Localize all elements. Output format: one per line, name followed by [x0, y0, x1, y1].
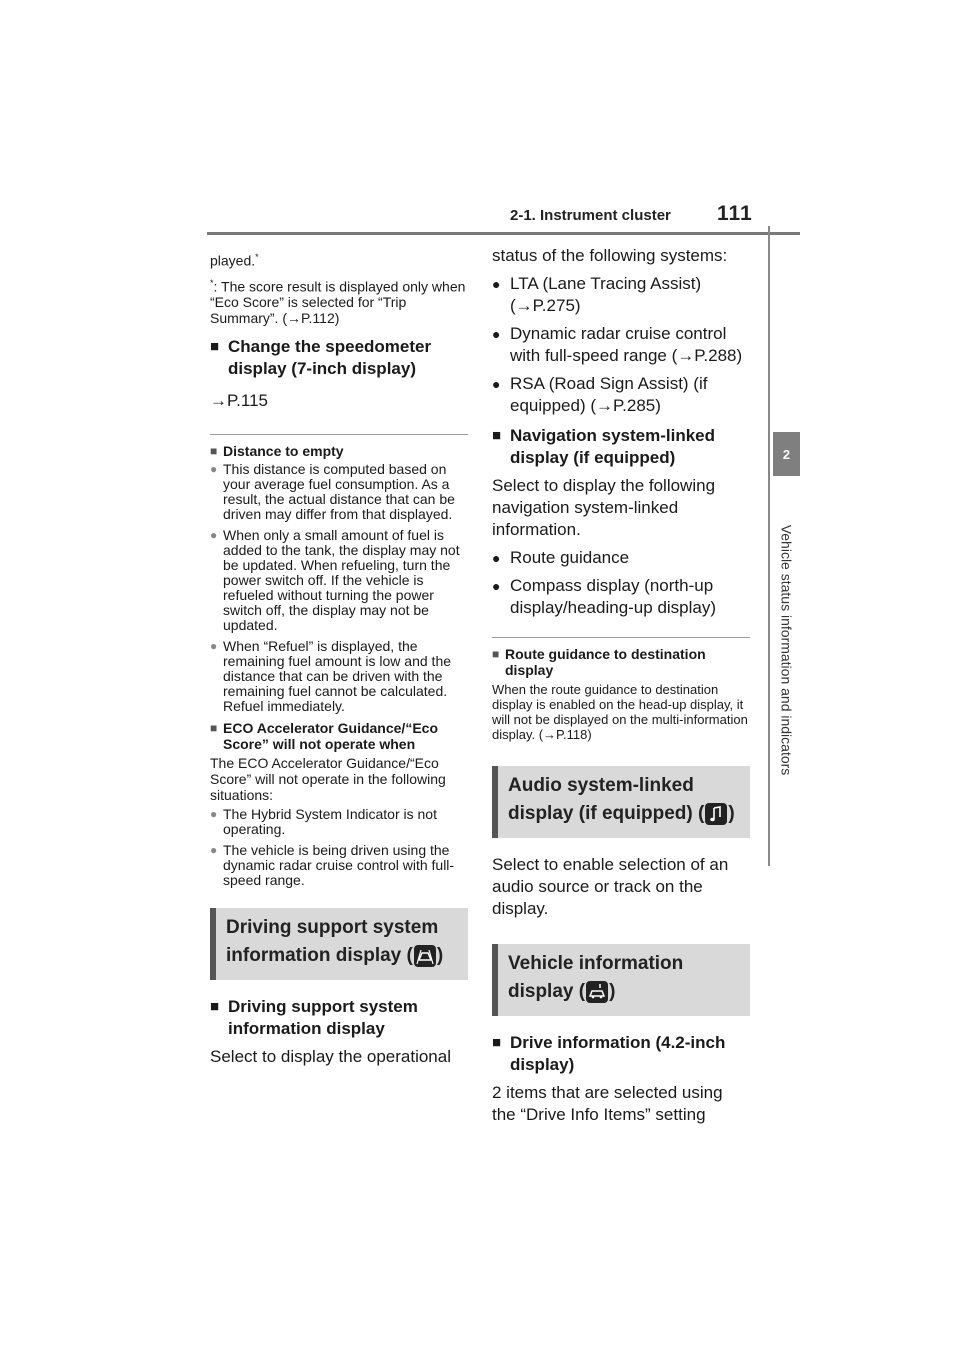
section-title-text: Driving support system information display (: [226, 917, 439, 967]
section-title-text: Vehicle information display (: [508, 953, 684, 1002]
note-route-text: When the route guidance to destination display is enabled on the head-up display, it will not be displayed on the multi-information display. (→P.118): [492, 682, 748, 742]
side-rule: [768, 226, 770, 866]
chapter-side-label: [773, 490, 800, 810]
note-divider: [210, 434, 468, 435]
section-driving-support: [210, 908, 468, 980]
heading-driving-support: ■ Driving support system information display: [210, 996, 468, 1040]
bullet-radar: ● Dynamic radar cruise control with full-speed range (→P.288): [492, 323, 750, 367]
note-bullet: ● This distance is computed based on your average fuel consumption. As a result, the actual distance that can be driven may differ from that displayed.: [210, 462, 468, 522]
note-bullet: ● When “Refuel” is displayed, the remaining fuel amount is low and the distance that can be driven with the remaining fuel cannot be calculated.: [210, 639, 468, 699]
left-column: [210, 245, 468, 1074]
section-title-text: Audio system-linked display (if equipped) (: [508, 775, 705, 824]
asterisk-mark: *: [255, 252, 259, 262]
bullet-lta: ● LTA (Lane Tracing Assist) (→P.275): [492, 273, 750, 317]
heading-navigation: ■ Navigation system-linked display (if equipped): [492, 425, 750, 469]
car-info-icon: [586, 981, 608, 1003]
played-text: played.: [210, 252, 256, 269]
car-lane-icon: [414, 945, 436, 967]
text-audio: Select to enable selection of an audio source or track on the display.: [492, 855, 729, 918]
section-title-close: ): [728, 803, 735, 824]
section-title-close: ): [436, 945, 444, 967]
music-note-icon: [705, 803, 727, 825]
note-bullet-continuation: Refuel immediately.: [223, 698, 345, 715]
note-bullet: ● When only a small amount of fuel is added to the tank, the display may not be updated. When refueling, turn the power switch off. If the vehicle is refueled without turning the power switch off, the display may not be updated.: [210, 528, 468, 633]
note-bullet: ● The Hybrid System Indicator is not operating.: [210, 807, 468, 837]
footnote: [210, 275, 468, 327]
bullet-compass: ● Compass display (north-up display/heading-up display): [492, 575, 750, 619]
section-title-close: ): [609, 981, 616, 1002]
bullet-rsa: ● RSA (Road Sign Assist) (if equipped) (→P.285): [492, 373, 750, 417]
note-heading-route: ■ Route guidance to destination display: [492, 646, 750, 678]
text-navigation: Select to display the following navigation system-linked information.: [492, 476, 716, 539]
ref-p115[interactable]: →P.115: [210, 391, 268, 411]
heading-speedometer: ■ Change the speedometer display (7-inch display): [210, 336, 468, 380]
chapter-title: Vehicle status information and indicators: [778, 524, 795, 776]
section-vehicle-info: [492, 944, 750, 1016]
right-column: [492, 245, 750, 1132]
page-number: 111: [717, 202, 753, 225]
section-audio: [492, 766, 750, 838]
played-line: [210, 249, 468, 269]
note-heading-distance: ■ Distance to empty: [210, 443, 468, 459]
footnote-text: : The score result is displayed only when “Eco Score” is selected for “Trip Summary”. (→P.112): [210, 278, 466, 327]
note-eco-text: The ECO Accelerator Guidance/“Eco Score” will not operate in the following situations:: [210, 755, 446, 804]
header-rule: [207, 232, 800, 235]
note-bullet: ● The vehicle is being driven using the dynamic radar cruise control with full-speed range.: [210, 843, 468, 888]
text-select-operational: Select to display the operational: [210, 1047, 451, 1067]
text-drive-info: 2 items that are selected using the “Drive Info Items” setting: [492, 1083, 723, 1124]
bullet-route: ● Route guidance: [492, 547, 750, 569]
section-title: 2-1. Instrument cluster: [510, 207, 671, 224]
chapter-tab: 2: [773, 432, 800, 476]
text-status: status of the following systems:: [492, 246, 728, 265]
heading-drive-info: ■ Drive information (4.2-inch display): [492, 1032, 750, 1076]
footnote-mark: *: [210, 277, 214, 288]
note-divider: [492, 637, 750, 638]
note-heading-eco: ■ ECO Accelerator Guidance/“Eco Score” will not operate when: [210, 720, 468, 752]
